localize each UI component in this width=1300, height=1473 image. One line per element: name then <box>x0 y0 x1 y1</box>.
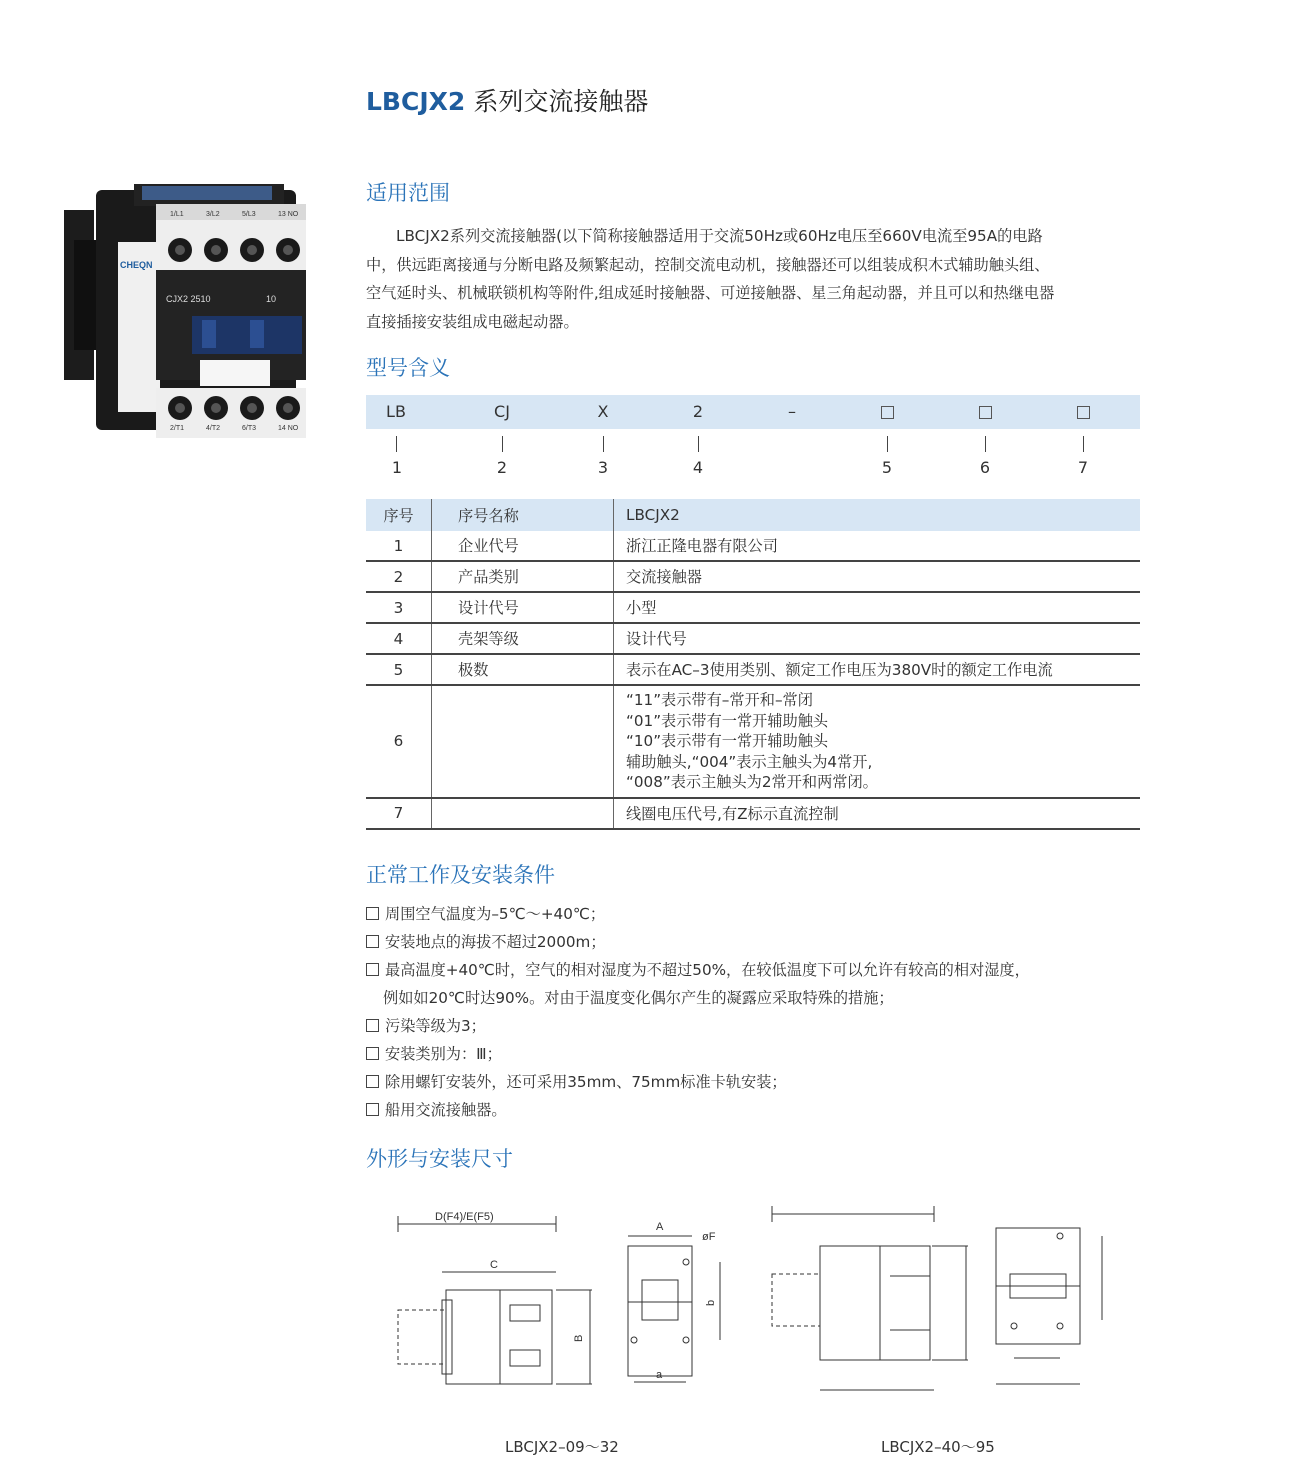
model-number-1: 1 <box>391 458 403 477</box>
table-row <box>366 654 1140 685</box>
photo-terminal-bottom-1: 2/T1 <box>170 425 185 432</box>
model-number-5: 5 <box>881 458 893 477</box>
table-cell-desc: 交流接触器 <box>614 561 1141 592</box>
model-heading: 型号含义 <box>366 356 450 380</box>
table-cell-no: 1 <box>366 531 432 561</box>
model-code-box-6 <box>965 395 1005 429</box>
dim-label-f: øF <box>702 1231 716 1243</box>
caption-large: LBCJX2–40～95 <box>881 1438 995 1456</box>
table-cell-line: “01”表示带有一常开辅助触头 <box>626 711 829 730</box>
photo-terminal-top-4: 13 NO <box>278 211 299 218</box>
list-item-text: 最高温度+40℃时，空气的相对湿度为不超过50%，在较低温度下可以允许有较高的相对湿度， <box>385 961 1030 979</box>
table-row <box>366 623 1140 654</box>
model-tick <box>698 436 699 452</box>
model-code-dash: – <box>788 402 796 421</box>
list-item-text: 周围空气温度为–5℃～+40℃； <box>385 905 606 923</box>
table-row <box>366 685 1140 798</box>
list-item <box>366 900 1030 928</box>
table-cell-desc: 设计代号 <box>614 623 1141 654</box>
scope-line-3: 空气延时头、机械联锁机构等附件,组成延时接触器、可逆接触器、星三角起动器，并且可以和热继电器 <box>366 284 1055 302</box>
table-cell-no: 6 <box>366 685 432 798</box>
dim-label-d: D(F4)/E(F5) <box>435 1211 494 1223</box>
dimensions-heading: 外形与安装尺寸 <box>366 1147 513 1171</box>
table-cell-no: 5 <box>366 654 432 685</box>
photo-brand: CHEQN <box>120 260 153 270</box>
scope-line-2: 中，供远距离接通与分断电路及频繁起动，控制交流电动机，接触器还可以组装成积木式辅助触头组、 <box>366 255 1050 274</box>
table-cell-desc <box>614 685 1141 798</box>
list-item <box>366 1040 1030 1068</box>
dim-label-c: C <box>490 1259 498 1271</box>
table-cell-desc: 表示在AC–3使用类别、额定工作电压为380V时的额定工作电流 <box>614 654 1141 685</box>
model-number-7: 7 <box>1077 458 1089 477</box>
photo-terminal-top-3: 5/L3 <box>242 211 256 218</box>
table-row <box>366 592 1140 623</box>
model-code-lb: LB <box>386 402 406 421</box>
table-cell-name: 产品类别 <box>432 561 614 592</box>
photo-terminal-top-1: 1/L1 <box>170 211 184 218</box>
scope-line-4: 直接插接安装组成电磁起动器。 <box>366 312 579 331</box>
model-code-cj: CJ <box>494 402 510 421</box>
table-header-model: LBCJX2 <box>614 499 1141 531</box>
drawing-large-front <box>996 1228 1102 1384</box>
list-item-continuation: 例如如20℃时达90%。对由于温度变化偶尔产生的凝露应采取特殊的措施； <box>383 989 894 1007</box>
model-code-2: 2 <box>692 402 704 421</box>
title-brand: LBCJX2 <box>366 87 466 116</box>
model-tick <box>985 436 986 452</box>
table-row <box>366 561 1140 592</box>
list-item-text: 船用交流接触器。 <box>385 1101 507 1119</box>
contactor-photo <box>60 180 320 440</box>
list-item <box>366 1012 1030 1040</box>
list-item <box>366 956 1030 984</box>
model-code-band <box>366 395 1140 429</box>
drawing-small-side <box>398 1211 592 1384</box>
list-item-text: 除用螺钉安装外，还可采用35mm、75mm标准卡轨安装； <box>385 1073 787 1091</box>
dim-label-a-upper: A <box>656 1221 664 1233</box>
checkbox-icon <box>366 1075 379 1088</box>
conditions-heading: 正常工作及安装条件 <box>366 863 555 887</box>
model-table <box>366 499 1140 830</box>
table-cell-line: “10”表示带有一常开辅助触头 <box>626 732 829 750</box>
scope-line-1: LBCJX2系列交流接触器(以下简称接触器适用于交流50Hz或60Hz电压至660V电流至95A的电路 <box>396 227 1043 245</box>
photo-terminal-top-2: 3/L2 <box>206 211 220 218</box>
table-cell-no: 2 <box>366 561 432 592</box>
photo-terminal-bottom-3: 6/T3 <box>242 425 257 432</box>
checkbox-icon <box>366 1103 379 1116</box>
table-header-no: 序号 <box>366 499 432 531</box>
drawing-small-front <box>628 1221 720 1382</box>
model-number-6: 6 <box>979 458 991 477</box>
checkbox-icon <box>366 907 379 920</box>
model-code-box-5 <box>867 395 907 429</box>
photo-terminal-bottom-4: 14 NO <box>278 425 299 432</box>
checkbox-icon <box>366 1047 379 1060</box>
list-item <box>366 1096 1030 1124</box>
table-header-name: 序号名称 <box>432 499 614 531</box>
table-cell-line: “008”表示主触头为2常开和两常闭。 <box>626 773 878 791</box>
table-cell-desc: 小型 <box>614 592 1141 623</box>
table-header-row <box>366 499 1140 531</box>
dim-label-b-lower: b <box>705 1299 717 1306</box>
model-tick <box>603 436 604 452</box>
model-tick <box>887 436 888 452</box>
caption-small: LBCJX2–09～32 <box>505 1438 619 1456</box>
list-item-text: 安装地点的海拔不超过2000m； <box>385 933 606 951</box>
photo-model: CJX2 2510 <box>166 294 211 304</box>
model-tick <box>396 436 397 452</box>
model-number-2: 2 <box>496 458 508 477</box>
photo-terminal-bottom-2: 4/T2 <box>206 425 221 432</box>
dimension-drawings <box>380 1190 1140 1420</box>
list-item-text: 安装类别为：Ⅲ； <box>385 1045 502 1063</box>
table-cell-line: “11”表示带有–常开和–常闭 <box>626 691 813 709</box>
photo-side-label: 10 <box>266 294 277 304</box>
table-cell-no: 3 <box>366 592 432 623</box>
title-text: 系列交流接触器 <box>473 87 649 116</box>
scope-heading: 适用范围 <box>366 181 450 205</box>
dim-label-b-upper: B <box>573 1334 585 1342</box>
drawing-large-side <box>772 1206 968 1390</box>
table-row <box>366 798 1140 829</box>
checkbox-icon <box>366 935 379 948</box>
model-code-x: X <box>597 402 609 421</box>
model-code-box-7 <box>1063 395 1103 429</box>
table-cell-no: 4 <box>366 623 432 654</box>
scope-paragraph <box>366 222 1166 336</box>
table-cell-name <box>432 685 614 798</box>
model-number-3: 3 <box>597 458 609 477</box>
model-tick <box>1083 436 1084 452</box>
dim-label-a-lower: a <box>656 1369 663 1381</box>
list-item-text: 污染等级为3； <box>385 1017 486 1035</box>
model-number-4: 4 <box>692 458 704 477</box>
table-cell-name: 壳架等级 <box>432 623 614 654</box>
checkbox-icon <box>366 963 379 976</box>
table-cell-desc: 线圈电压代号,有Z标示直流控制 <box>614 798 1141 829</box>
table-cell-name: 企业代号 <box>432 531 614 561</box>
table-cell-no: 7 <box>366 798 432 829</box>
page-title <box>366 84 648 120</box>
table-cell-desc: 浙江正隆电器有限公司 <box>614 531 1141 561</box>
conditions-list <box>366 900 1030 1124</box>
table-cell-name <box>432 798 614 829</box>
list-item <box>366 928 1030 956</box>
table-cell-name: 极数 <box>432 654 614 685</box>
model-tick <box>502 436 503 452</box>
table-cell-line: 辅助触头,“004”表示主触头为4常开, <box>626 752 873 771</box>
table-cell-name: 设计代号 <box>432 592 614 623</box>
table-row <box>366 531 1140 561</box>
checkbox-icon <box>366 1019 379 1032</box>
list-item <box>366 1068 1030 1096</box>
